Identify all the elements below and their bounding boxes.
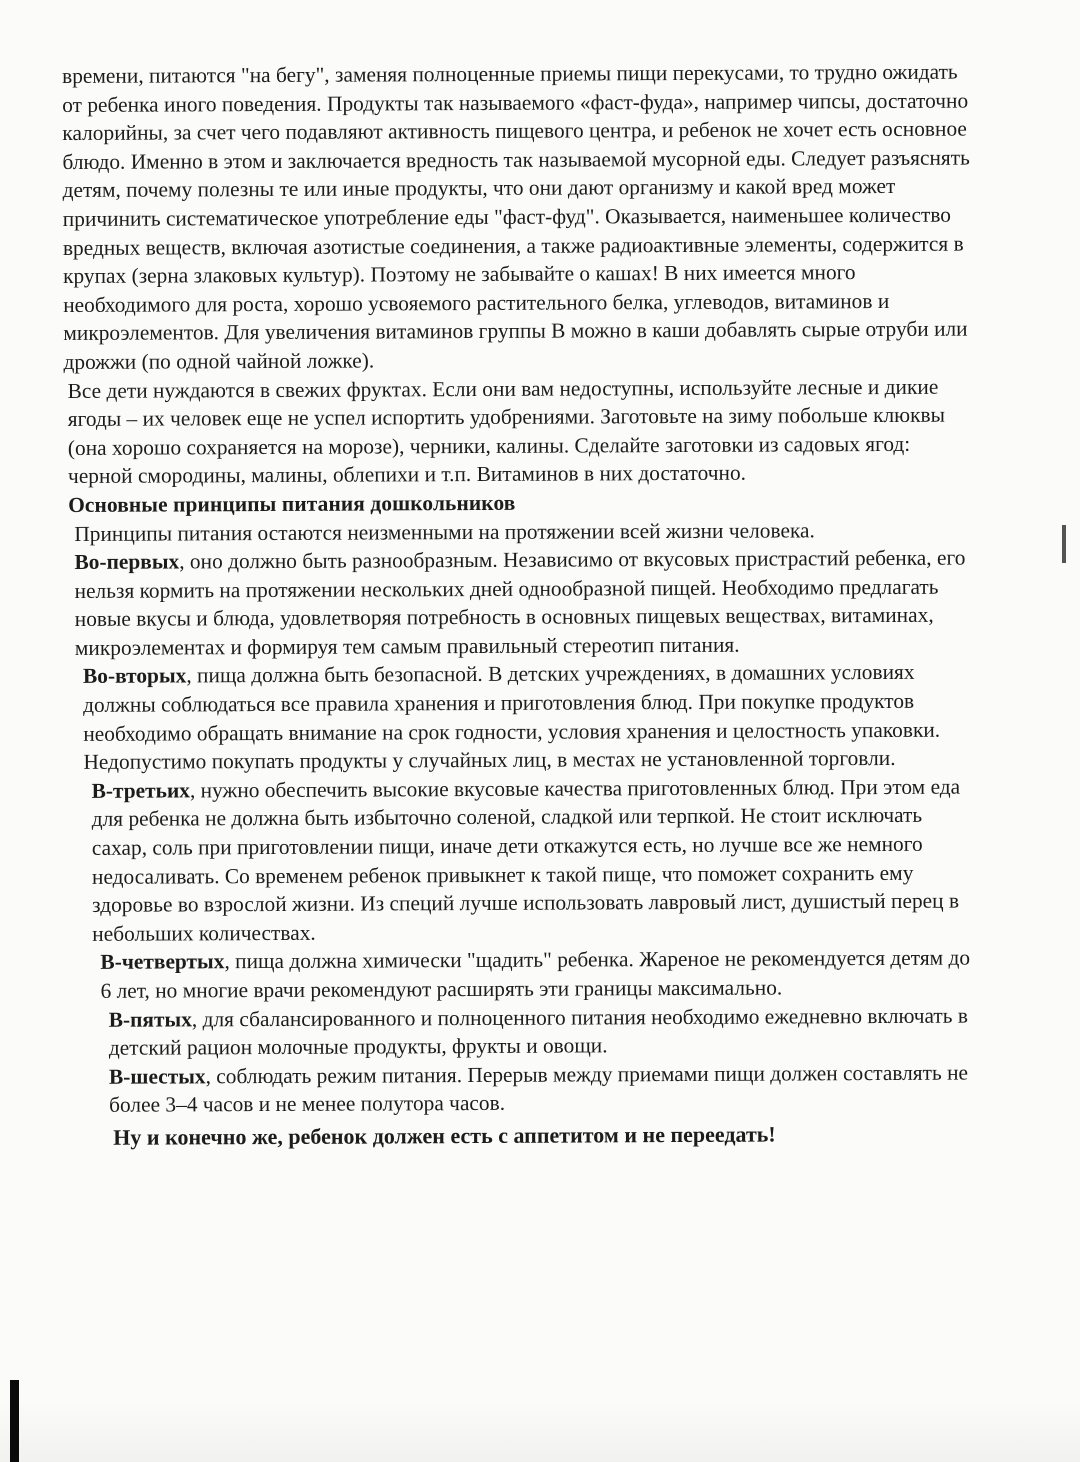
scan-edge-mark-right — [1062, 525, 1066, 563]
principle-4-lead: В-четвертых — [100, 949, 225, 975]
principle-4 — [66, 944, 981, 1006]
section-intro: Принципы питания остаются неизменными на протяжении всей жизни человека. — [74, 517, 815, 546]
principle-1 — [64, 544, 980, 663]
principle-2-lead: Во-вторых — [82, 663, 187, 689]
principle-6 — [67, 1058, 982, 1120]
principle-5-lead: В-пятых — [108, 1006, 192, 1032]
principle-3-lead: В-третьих — [91, 778, 191, 803]
principle-6-text: , соблюдать режим питания. Перерыв между приемами пищи должен составлять не более 3–4 часов и не менее полутора часов. — [109, 1060, 969, 1118]
principle-2-text: , пища должна быть безопасной. В детских учреждениях, в домашних условиях должны соблюдаться все правила хранения и приготовления блюд. При покупке продуктов необходимо обращать внимание на срок годности, условия хранения и целостность упаковки. Недопустимо покупать продукты у случайных лиц, в местах не установленной торговли. — [83, 660, 941, 775]
principle-5 — [67, 1001, 982, 1063]
principle-2 — [65, 658, 981, 777]
principle-4-text: , пища должна химически "щадить" ребенка. Жареное не рекомендуется детям до 6 лет, но многие врачи рекомендуют расширять эти границы максимально. — [100, 945, 971, 1003]
principle-6-lead: В-шестых — [108, 1064, 206, 1089]
document-text — [62, 58, 982, 1153]
principle-1-text: , оно должно быть разнообразным. Независимо от вкусовых пристрастий ребенка, его нельзя кормить на протяжении нескольких дней однообразной пищей. Необходимо предлагать новые вкусы и блюда, удовлетворяя потребность в основных пищевых веществах, витаминах, микроэлементах и формируя тем самым правильный стереотип питания. — [74, 545, 966, 660]
paragraph-fruits: Все дети нуждаются в свежих фруктах. Если они вам недоступны, используйте лесные и дикие ягоды – их человек еще не успел испортить удобрениями. Заготовьте на зиму побольше клюквы (она хорошо сохраняется на морозе), черники, калины. Сделайте заготовки из садовых ягод: черной смородины, малины, облепихи и т.п. Витаминов в них достаточно. — [67, 374, 946, 489]
scan-shadow — [0, 1400, 1080, 1462]
principle-5-text: , для сбалансированного и полноценного питания необходимо ежедневно включать в детский рацион молочные продукты, фрукты и овощи. — [108, 1003, 968, 1060]
closing-statement: Ну и конечно же, ребенок должен есть с аппетитом и не переедать! — [113, 1121, 776, 1150]
principle-1-lead: Во-первых — [74, 549, 180, 575]
principle-3 — [65, 772, 981, 948]
section-heading: Основные принципы питания дошкольников — [68, 490, 516, 517]
paragraph-intro: времени, питаются "на бегу", заменяя полноценные приемы пищи перекусами, то трудно ожидать от ребенка иного поведения. Продукты так называемого «фаст-фуда», например чипсы, достаточно калорийны, за счет чего подавляют активность пищевого центра, и ребенок не хочет есть основное блюдо. Именно в этом и заключается вредность так называемой мусорной еды. Следует разъяснять детям, почему полезны те или иные продукты, что они дают организму и какой вред может причинить систематическое употребление еды "фаст-фуд". Оказывается, наименьшее количество вредных веществ, включая азотистые соединения, а также радиоактивные элементы, содержится в крупах (зерна злаковых культур). Поэтому не забывайте о кашах! В них имеется много необходимого для роста, хорошо усвояемого растительного белка, углеводов, витаминов и микроэлементов. Для увеличения витаминов группы В можно в каши добавлять сырые отруби или дрожжи (по одной чайной ложке). — [62, 59, 970, 374]
principle-3-text: , нужно обеспечить высокие вкусовые качества приготовленных блюд. При этом еда для ребенка не должна быть избыточно соленой, сладкой или терпкой. Не стоит исключать сахар, соль при приготовлении пищи, иначе дети откажутся есть, но лучше все же немного недосаливать. Со временем ребенок привыкнет к такой пище, что поможет сохранить ему здоровье во взрослой жизни. Из специй лучше использовать лавровый лист, душистый перец в небольших количествах. — [91, 774, 961, 946]
